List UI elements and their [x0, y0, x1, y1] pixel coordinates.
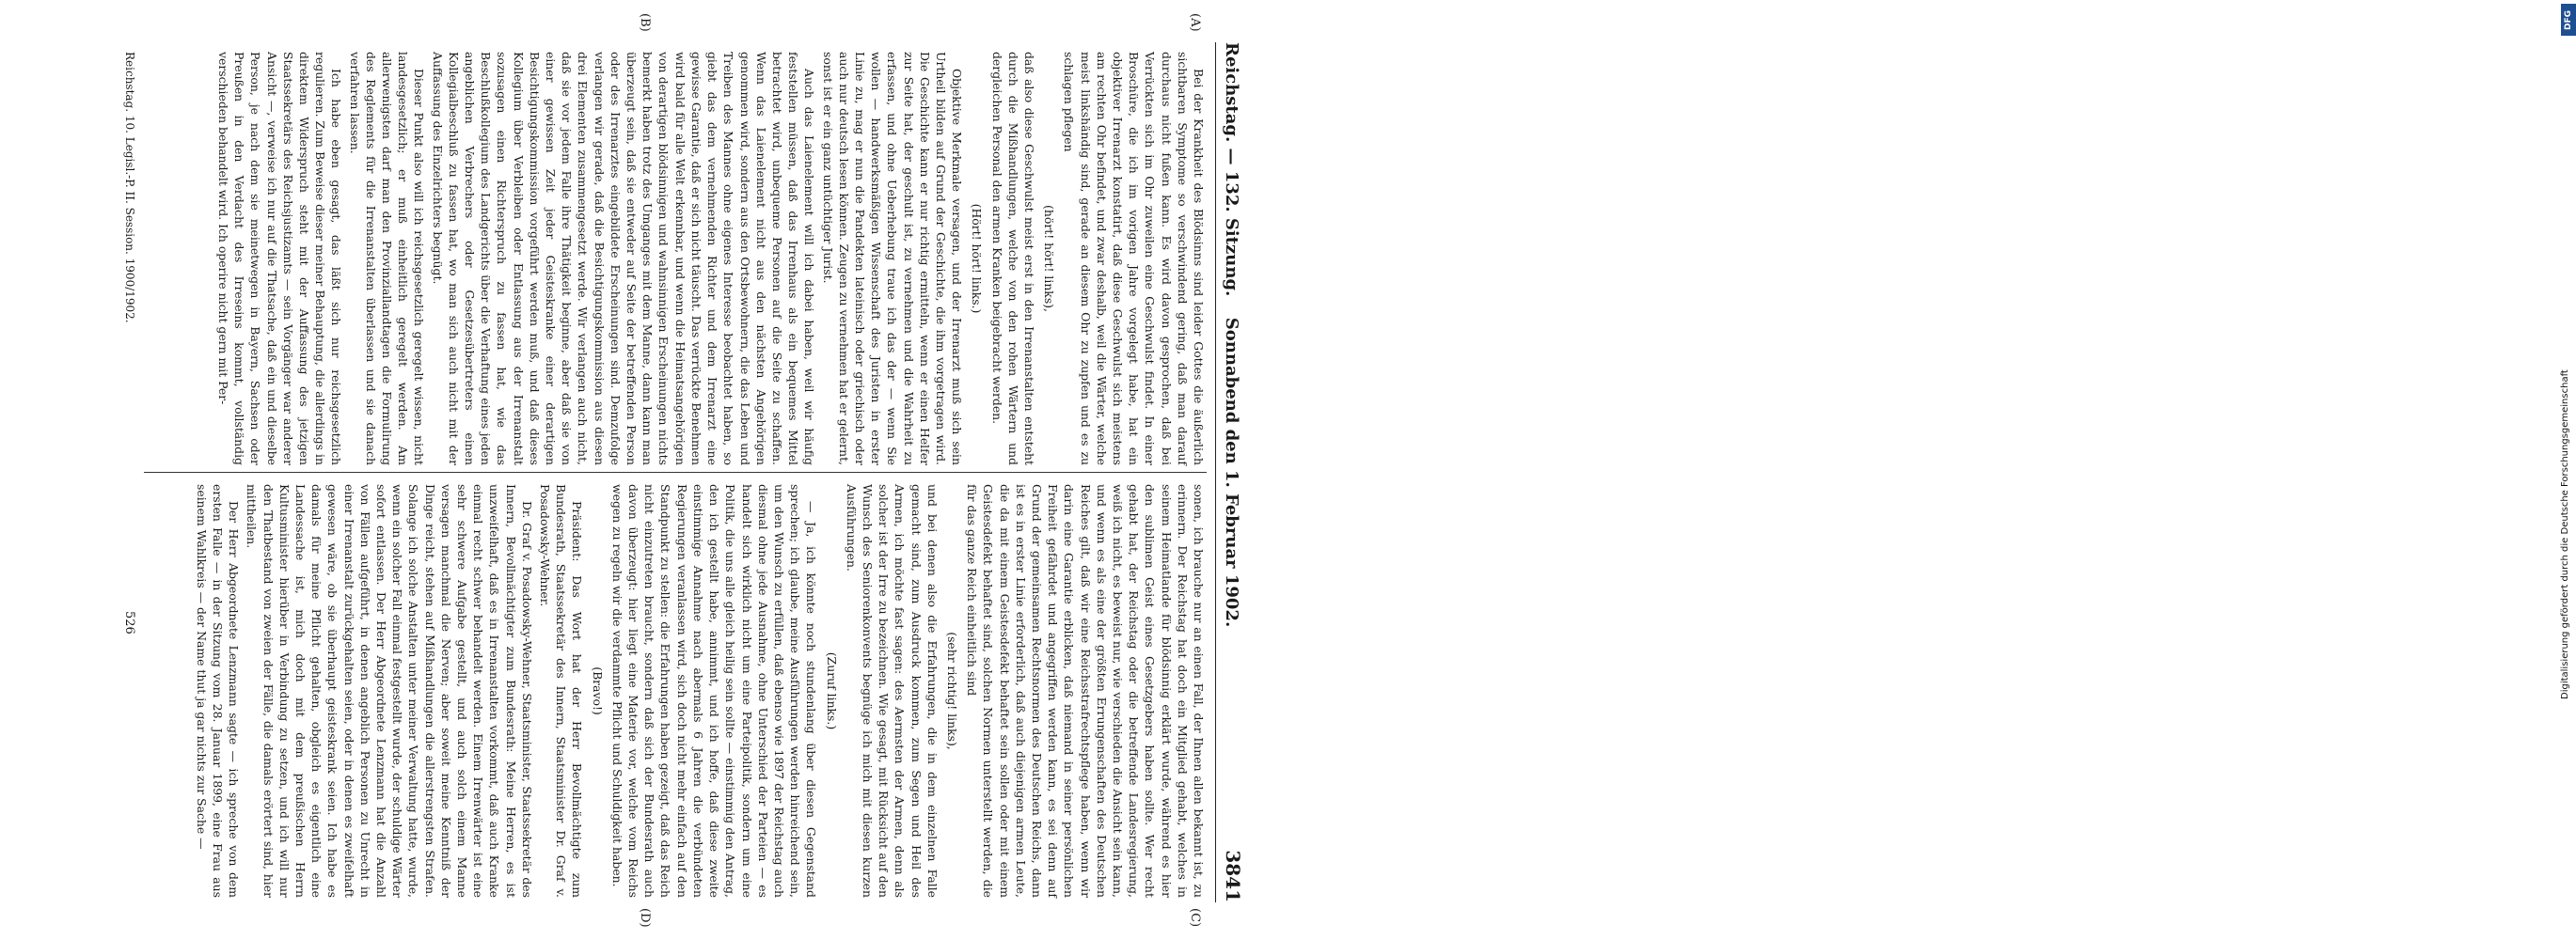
header-session: Reichstag. — 132. Sitzung.	[1222, 42, 1241, 297]
interjection: (Bravo!)	[590, 666, 605, 715]
margin-mark-d: (D)	[638, 908, 652, 928]
side-strip	[1279, 0, 2573, 940]
interjection: (Zuruf links.)	[824, 651, 839, 730]
margin-mark-a: (A)	[1188, 13, 1202, 32]
footer-page-number: 526	[122, 611, 136, 634]
header-date: Sonnabend den 1. Februar 1902.	[1222, 317, 1241, 628]
paragraph: Der Herr Abgeordnete Lenzmann sagte — ich spreche von dem ersten Falle — in der Sitzung vom 28. Januar 1899, eine Frau aus seinem Wahlkreis — der Name thut ja gar nichts zur Sache —	[194, 484, 242, 898]
paragraph: Auch das Laienelement will ich dabei haben, weil wir häufig feststellen müssen, daß das Irrenhaus als ein bequemes Mittel betrachtet wird, unbequeme Personen auf die Seite zu schaffen. Wenn das Laienelement nicht aus den nächsten Angehörigen genommen wird, sondern aus den Ortsbewohnern, die das Leben und Treiben des Mannes ohne eigenes Interesse beobachtet haben, so giebt das dem vernehmenden Richter und dem Irrenarzt eine gewisse Garantie, daß er sich nicht täuscht. Das verrückte Benehmen wird bald für alle Welt erkennbar, und wenn die Heimatsangehörigen von derartigen blödsinnigen und wahnsinnigen Erscheinungen nichts bemerkt haben trotz des Umganges mit dem Manne, dann kann man überzeugt sein, daß sie entweder auf Seite der betreffenden Person oder des Irrenarztes eingebildete Erscheinungen sind. Demzufolge verlangen wir gerade, daß die Besichtigungskommission aus diesen drei Elementen zusammengesetzt werde. Wir verlangen auch nicht, daß sie vor jedem Falle ihre Thätigkeit beginne, aber daß sie von einer gewissen Zeit jeder Geisteskranke einer derartigen Besichtigungskommission vorgeführt werden muß, und daß dieses Kollegium über Verbleiben oder Entlassung aus der Irrenanstalt sozusagen einen Richterspruch zu fassen hat, wie das Beschlußkollegium des Landgerichts über die Verhaftung eines jeden angeblichen Verbrechers oder Gesetzesübertreters einen Kollegialbeschluß zu fassen hat, wo man sich auch nicht mit der Auffassung des Einzelrichters begnügt.	[430, 52, 817, 465]
text-columns	[144, 42, 1207, 902]
margin-mark-c: (C)	[1188, 908, 1202, 928]
paragraph: Ich habe eben gesagt, das läßt sich nur reichsgesetzlich regulieren. Zum Beweise dieser meiner Behauptung, die allerdings in direktem Widerspruch steht mit der Auffassung des jetzigen Staatssekretärs des Reichsjustizamts — sein Vorgänger war anderer Ansicht —, verweise ich nur auf die Thatsache, daß ein und dieselbe Person, je nach dem sie meinetwegen in Bayern, Sachsen oder Preußen in den Verdacht des Irreseins kommt, vollständig verschieden behandelt wird. Ich operire nicht gern mit Per-	[216, 52, 344, 465]
paragraph: und bei denen also die Erfahrungen, die in dem einzelnen Falle gemacht sind, zum Ausdruck kommen, zum Segen und Heil des Armen, ich möchte fast sagen: des Aermsten der Armen, denn als solcher ist der Irre zu bezeichnen. Wie gesagt, mit Rücksicht auf den Wunsch des Seniorenkonvents begnüge ich mich mit diesen kurzen Ausführungen.	[844, 484, 940, 898]
footer-legislature: Reichstag. 10. Legisl.-P. II. Session. 1900/1902.	[123, 52, 136, 323]
interjection: (Hört! hört! links.)	[970, 203, 985, 314]
page-header	[1215, 42, 1254, 902]
column-divider	[144, 472, 1207, 473]
header-page-number: 3841	[1222, 850, 1244, 902]
margin-mark-b: (B)	[638, 13, 652, 32]
paragraph: Dieser Punkt also will ich reichsgesetzlich geregelt wissen, nicht landesgesetzlich; er muß einheitlich geregelt werden. Am allerwenigsten darf man den Provinziallandtagen die Formulirung des Reglements für die Irrenanstalten überlassen und sie danach verfahren lassen.	[347, 52, 427, 465]
paragraph: — Ja, ich könnte noch stundenlang über diesen Gegenstand sprechen; ich glaube, meine Ausführungen werden hinreichend sein, um den Wunsch zu erfüllen, daß ebenso wie 1897 der Reichstag auch diesmal ohne jede Ausnahme, ohne Unterschied der Parteien — es handelt sich wirklich nicht um eine Parteipolitik, sondern um eine Politik, die uns alle gleich heilig sein sollte — einstimmig den Antrag, den ich gestellt habe, annimmt, und ich hoffe, daß diese zweite einstimmige Annahme nach abermals 6 Jahren die verbündeten Regierungen veranlassen wird, sich doch nicht mehr einfach auf den Standpunkt zu stellen: die Erfahrungen haben gezeigt, daß das Reich nicht einzutreten braucht, sondern daß sich der Bundesrath auch davon überzeugt: hier liegt eine Materie vor, welche vom Reichs wegen zu regeln wir die verdammte Pflicht und Schuldigkeit haben.	[609, 484, 819, 898]
dfg-logo-icon: DFG	[2561, 4, 2576, 36]
paragraph: daß also diese Geschwulst meist erst in den Irrenanstalten entsteht durch die Mißhandlungen, welche von den rohen Wärtern und dergleichen Personal den armen Kranken beigebracht werden.	[989, 52, 1036, 465]
paragraph: Objektive Merkmale versagen, und der Irrenarzt muß sich sein Urtheil bilden auf Grund der Geschichte, die ihm vorgetragen wird. Die Geschichte kann er nur richtig ermitteln, wenn er einen Helfer zur Seite hat, der geschult ist, zu vernehmen und die Wahrheit zu erfassen, und ohne Ueberhebung traue ich das der — wenn Sie wollen — handwerksmäßigen Wissenschaft des Juristen in erster Linie zu, mag er nun die Pandekten lateinisch oder griechisch oder auch nur deutsch lesen können. Zeugen zu vernehmen hat er gelernt, sonst ist er ein ganz untüchtiger Jurist.	[820, 52, 965, 465]
paragraph: Bei der Krankheit des Blödsinns sind leider Gottes die äußerlich sichtbaren Symptome so verschwindend gering, daß man darauf durchaus nicht fußen kann. Es wird davon gesprochen, daß bei Verrückten sich im Ohr zuweilen eine Geschwulst findet. In einer Broschüre, die ich im vorigen Jahre vorgelegt habe, hat ein objektiver Irrenarzt konstatirt, daß diese Geschwulst sich meistens am rechten Ohr befindet, und zwar deshalb, weil die Wärter, welche meist linkshändig sind, gerade an diesem Ohr zu zupfen und es zu schlagen pflegen	[1062, 52, 1206, 465]
paragraph: sonen, ich brauche nur an einen Fall, der Ihnen allen bekannt ist, zu erinnern. Der Reichstag hat doch ein Mitglied gehabt, welches in seinem Heimatlande für blödsinnig erklärt wurde, während es hier den sublimen Geist eines Gesetzgebers haben sollte. Wer recht gehabt hat, der Reichstag oder die betreffende Landesregierung, weiß ich nicht, es beweist nur, wie verschieden die Ansicht sein kann, und wenn es als eine der größten Errungenschaften des Deutschen Reiches gilt, daß wir eine Reichsstrafrechtspflege haben, wenn wir darin eine Garantie erblicken, daß niemand in seiner persönlichen Freiheit gefährdet und angegriffen werden kann, es sei denn auf Grund der gemeinsamen Rechtsnormen des Deutschen Reichs, dann ist es in erster Linie erforderlich, daß auch diejenigen armen Leute, die da mit einem Geistesdefekt behaftet sein sollen oder mit einem Geistesdefekt behaftet sind, solchen Normen unterstellt werden, die für das ganze Reich einheitlich sind	[965, 484, 1206, 898]
interjection: (hört! hört! links),	[1042, 205, 1057, 312]
right-column	[144, 484, 1207, 898]
left-column	[144, 52, 1207, 465]
paragraph: Dr. Graf v. Posadowsky-Wehner, Staatsminister, Staatssekretär des Innern, Bevollmächtigter zum Bundesrath: Meine Herren, es ist unzweifelhaft, daß es in Irrenanstalten vorkommt, daß auch Kranke einmal recht schwer behandelt werden. Einem Irrenwärter ist eine sehr schwere Aufgabe gestellt, und auch solch einem Manne versagen manchmal die Nerven; aber soweit meine Kenntniß der Dinge reicht, stehen auf Mißhandlungen die allerstrengsten Strafen. Solange ich solche Anstalten unter meiner Verwaltung hatte, wurde, wenn ein solcher Fall einmal festgestellt wurde, der schuldige Wärter sofort entlassen. Der Herr Abgeordnete Lenzmann hat die Anzahl von Fällen aufgeführt, in denen angeblich Personen zu Unrecht in einer Irrenanstalt zurückgehalten seien, oder in denen es zweifelhaft gewesen wäre, ob sie überhaupt geisteskrank seien. Ich habe es damals für meine Pflicht gehalten, obgleich es eigentlich eine Landessache ist, mich doch mit dem preußischen Herrn Kultusminister hierüber in Verbindung zu setzen, und ich will nur den Thatbestand von zweien der Fälle, die damals erörtert sind, hier mittheilen.	[245, 484, 534, 898]
interjection: (sehr richtig! links),	[944, 632, 959, 750]
paragraph: Präsident: Das Wort hat der Herr Bevollmächtigte zum Bundesrath, Staatssekretär des Innern, Staatsminister Dr. Graf v. Posadowsky-Wehner.	[538, 484, 585, 898]
funding-caption: Digitalisierung gefördert durch die Deutsche Forschungsgemeinschaft	[2560, 369, 2570, 699]
